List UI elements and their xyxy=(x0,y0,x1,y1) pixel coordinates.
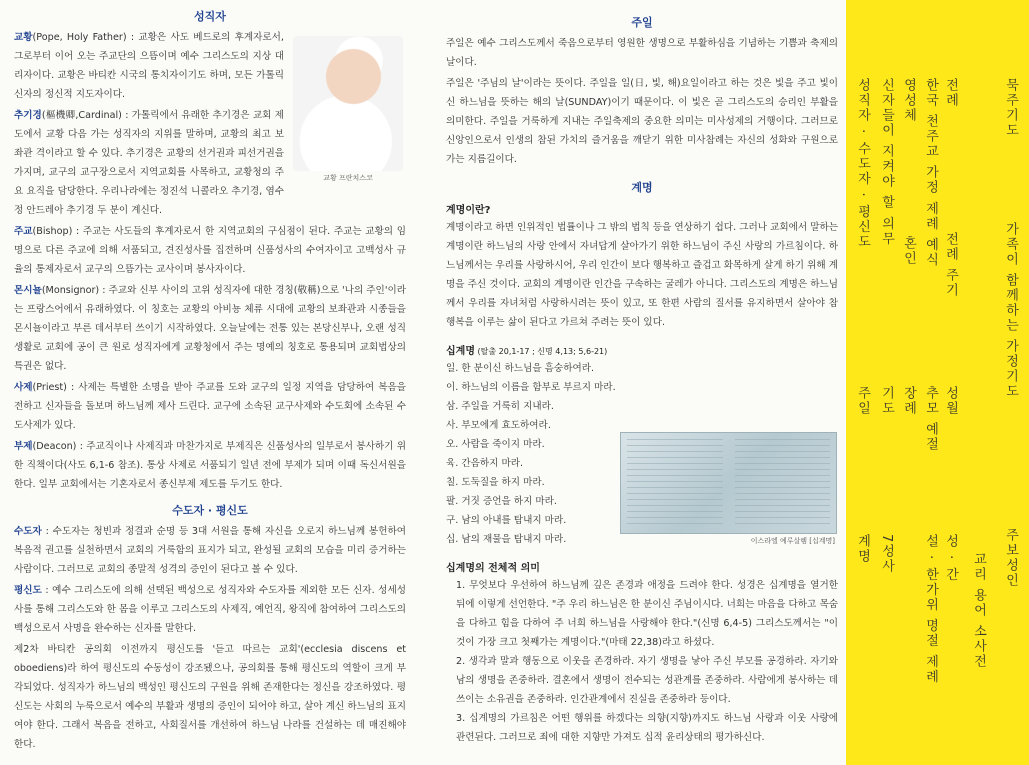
list-item: 삼. 주일을 거룩히 지내라. xyxy=(446,401,554,412)
toc-family-prayer[interactable]: 가족이 함께하는 가정기도 xyxy=(1003,222,1018,400)
para-deacon: 부제(Deacon) : 주교직이나 사제직과 마찬가지로 부제직은 신품성사의 일부로서 봉사하기 위한 직책이다(사도 6,1-6 참조). 통상 사제로 서품되기 일년 전에 부제가 되며 이때 독신서원을 한다. 일부 교회에서는 기혼자로서 종신부제 제도를 두기도 한다. xyxy=(14,441,406,490)
para-vatican2: 제2차 바티칸 공의회 이전까지 평신도를 '듣고 따르는 교회'(ecclesia discens et oboediens)라 하여 평신도의 수동성이 강조됐으나, 공의회를 통해 평신도의 역할이 크게 부각되었다. 성직자가 하느님의 백성인 평신도의 구원을 위해 존재한다는 정신을 강조하였다. 평신도는 사회의 누룩으로서 예수의 부활과 생명의 증인이 되어야 하고, 살아 계신 하느님의 표지여야 한다. 그래서 복음을 전하고, 사회질서를 개선하여 하느님 나라를 건설하는 데 매진해야 한다. xyxy=(14,644,406,750)
toc-month[interactable]: 성월 xyxy=(943,386,958,416)
photo-caption: 교황 프란치스코 xyxy=(323,174,373,182)
toc-holiday-rites[interactable]: 설 · 한가위 명절 제례 xyxy=(923,534,938,685)
para-pope: 교황(Pope, Holy Father) : 교황은 사도 베드로의 후계자로서, 그로부터 이어 오는 주교단의 으뜸이며 예수 그리스도의 지상 대리자이다. 교황은 바티칸 시국의 통치자이기도 하며, 모든 가톨릭 신자의 정신적 지도자이다. xyxy=(14,32,284,100)
para-religious: 수도자 : 수도자는 청빈과 정결과 순명 등 3대 서원을 통해 자신을 오로지 하느님께 봉헌하여 복음적 권고를 실천하면서 교회의 거룩함의 표지가 되고, 완성될 교회의 모습을 미리 증거하는 사람이다. 그러므로 교회의 종말적 성격의 증인이 된다고 볼 수 있다. xyxy=(14,526,406,575)
subhead-overall-meaning: 십계명의 전체적 의미 xyxy=(446,563,540,574)
toc-glossary[interactable]: 교리 용어 소사전 xyxy=(971,552,986,670)
section-title-sunday: 주일 xyxy=(631,16,653,29)
toc-seol[interactable]: 성 · 간 xyxy=(943,534,958,583)
toc-funeral[interactable]: 장례 xyxy=(901,386,916,416)
table-of-contents-panel xyxy=(846,0,1029,765)
toc-prayer[interactable]: 기도 xyxy=(879,386,894,416)
list-item: 2. 생각과 말과 행동으로 이웃을 존경하라. 자기 생명을 낳아 주신 부모를 공경하라. 자기와 남의 생명을 존중하라. 결혼에서 생명이 전수되는 성관계를 존중하라. 사람에게 봉사하는 데 쓰이는 소유권을 존중하라. 인간관계에서 진실을 존중하라 등이다. xyxy=(456,656,838,705)
toc-patron-saints[interactable]: 주보성인 xyxy=(1003,528,1018,588)
list-item: 구. 남의 아내를 탐내지 마라. xyxy=(446,515,567,526)
tablet-caption: 이스라엘 예루살렘 [십계명] xyxy=(750,537,835,545)
para-sunday-1: 주일은 예수 그리스도께서 죽음으로부터 영원한 생명으로 부활하심을 기념하는 기쁨과 축제의 날이다. xyxy=(446,38,838,68)
list-item: 칠. 도둑질을 하지 마라. xyxy=(446,477,545,488)
list-item: 팔. 거짓 증언을 하지 마라. xyxy=(446,496,557,507)
list-item: 이. 하느님의 이름을 함부로 부르지 마라. xyxy=(446,382,616,393)
toc-rosary[interactable]: 묵주기도 xyxy=(1003,78,1018,138)
para-bishop: 주교(Bishop) : 주교는 사도들의 후계자로서 한 지역교회의 구심점이 된다. 주교는 교황의 임명으로 다른 주교에 의해 서품되고, 견진성사를 집전하며 신품성사의 수여자이고 고백성사 규율의 통제자로서 교구의 으뜸가는 교사이며 봉사자이다. xyxy=(14,226,406,275)
para-priest: 사제(Priest) : 사제는 특별한 소명을 받아 주교를 도와 교구의 일정 지역을 담당하여 복음을 전하고 신자들을 돌보며 하느님께 제사 드린다. 교구에 소속된 교구사제와 수도회에 소속된 수도사제가 있다. xyxy=(14,382,406,431)
pope-photo xyxy=(293,36,403,171)
meaning-list xyxy=(446,576,838,747)
toc-duties[interactable]: 신자들이 지켜야 할 의무 xyxy=(879,78,894,247)
list-item: 1. 무엇보다 우선하여 하느님께 깊은 존경과 애정을 드려야 한다. 성경은 십계명을 열거한 뒤에 이렇게 선언한다. "주 우리 하느님은 한 분이신 주님이시다. 너희는 마음을 다하고 목숨을 다하고 힘을 다하여 주 너희 하느님을 사랑해야 한다."(신명 6,4-5) 그리스도께서는 "이것이 가장 크고 첫째가는 계명이다."(마태 22,38)라고 하셨다. xyxy=(456,580,838,648)
toc-commandments[interactable]: 계명 xyxy=(855,534,870,564)
pope-photo-figure xyxy=(290,36,406,183)
para-monsignor: 몬시뇰(Monsignor) : 주교와 신부 사이의 고위 성직자에 대한 경칭(敬稱)으로 '나의 주인'이라는 프랑스어에서 유래하였다. 이 칭호는 교황의 아비뇽 체류 시대에 교황의 보좌관과 시종들을 몬시뇰이라고 부른 데서부터 쓰이기 시작하였다. 오늘날에는 전통 있는 본당신부나, 오랜 성직 생활로 교회에 공이 큰 원로 성직자에게 교황청에서 주는 명예의 칭호로 통용되며 교회법상의 특권은 없다. xyxy=(14,285,406,372)
list-item: 일. 한 분이신 하느님을 흠숭하여라. xyxy=(446,363,595,374)
section-title-religious-laity: 수도자 · 평신도 xyxy=(172,504,248,517)
tablet-figure xyxy=(620,432,835,546)
toc-liturgy[interactable]: 전례 xyxy=(943,78,958,108)
para-laity: 평신도 : 예수 그리스도에 의해 선택된 백성으로 성직자와 수도자를 제외한 모든 신자. 성세성사를 통해 그리스도와 한 몸을 이루고 그리스도의 사제직, 예언직, 왕직에 참여하여 그리스도의 백성으로서 사명을 완수하는 신자를 말한다. xyxy=(14,585,406,634)
list-item: 3. 십계명의 가르침은 어떤 행위를 하겠다는 의향(지향)까지도 하느님 사랑과 이웃 사랑에 관련된다. 그러므로 죄에 대한 지향만 가져도 십적 윤리상태의 평가하신다. xyxy=(456,713,838,743)
toc-sunday[interactable]: 주일 xyxy=(855,386,870,416)
toc-seven-sacraments[interactable]: 7성사 xyxy=(879,534,894,575)
toc-memorial[interactable]: 추모 예절 xyxy=(923,386,938,453)
list-item: 육. 간음하지 마라. xyxy=(446,458,524,469)
toc-marriage[interactable]: 혼인 xyxy=(901,236,916,266)
commandment-tablet-image xyxy=(620,432,837,534)
left-column xyxy=(0,0,420,756)
toc-ancestral-rites[interactable]: 한국 천주교 가정 제례 예식 xyxy=(923,78,938,268)
middle-column xyxy=(432,0,852,747)
section-title-commandments: 계명 xyxy=(631,181,653,194)
list-item: 십. 남의 재물을 탐내지 마라. xyxy=(446,534,567,545)
toc-communion[interactable]: 영성체 xyxy=(901,78,916,123)
toc-clergy[interactable]: 성직자 · 수도자 · 평신도 xyxy=(855,78,870,250)
subhead-ten-commandments: 십계명 (탈출 20,1-17 ; 신명 4,13; 5,6-21) xyxy=(446,346,608,357)
subhead-what-is-commandment: 계명이란? xyxy=(446,205,491,216)
para-sunday-2: 주일은 '주님의 날'이라는 뜻이다. 주일을 일(日, 빛, 해)요일이라고 하는 것은 빛을 주고 빛이신 하느님을 뜻하는 해의 날(SUNDAY)이기 때문이다. 이 빛은 곧 그리스도의 승리인 부활을 의미한다. 주일을 거룩하게 지내는 주일축제의 중요한 의미는 미사성제의 거행이다. 그러므로 신앙인으로서 인생의 참된 가치의 즐거움을 깨닫기 위한 미사참례는 자신의 성화와 구원으로 가는 지름길이다. xyxy=(446,78,838,165)
list-item: 사. 부모에게 효도하여라. xyxy=(446,420,551,431)
para-cardinal: 추기경(樞機卿,Cardinal) : 가톨릭에서 유래한 추기경은 교회 제도에서 교황 다음 가는 성직자의 지위를 말하며, 교황의 최고 보좌관 격이라고 할 수 있다. 추기경은 교황의 선거권과 피선거권을 가지며, 교구의 교구장으로서 지역교회를 사목하고, 교황청의 주요 요직을 담당한다. 우리나라에는 정진석 니콜라오 추기경, 염수정 안드레아 추기경 두 분이 계신다. xyxy=(14,110,284,216)
section-title-clergy: 성직자 xyxy=(194,10,226,23)
toc-liturgical-year[interactable]: 전례 주기 xyxy=(943,232,958,299)
list-item: 오. 사람을 죽이지 마라. xyxy=(446,439,545,450)
para-commandment-def: 계명이라고 하면 인위적인 법률이나 그 밖의 법칙 등을 연상하기 쉽다. 그러나 교회에서 말하는 계명이란 하느님의 사랑 안에서 자녀답게 살아가기 위한 하느님이 주신 사랑의 가르침이다. 하느님께서는 우리를 사랑하시어, 우리 인간이 보다 행복하고 즐겁고 화목하게 살게 하기 위해 계명을 주신 것이다. 교회의 계명이란 인간을 구속하는 굴레가 아니다. 그리스도의 계명은 하느님께서 우리를 자녀처럼 사랑하시려는 뜻이 있고, 또 한편 사람의 질서를 유지하면서 살아야 참 행복을 이루는 삶이 된다고 가르쳐 주려는 뜻이 있다. xyxy=(446,222,838,328)
